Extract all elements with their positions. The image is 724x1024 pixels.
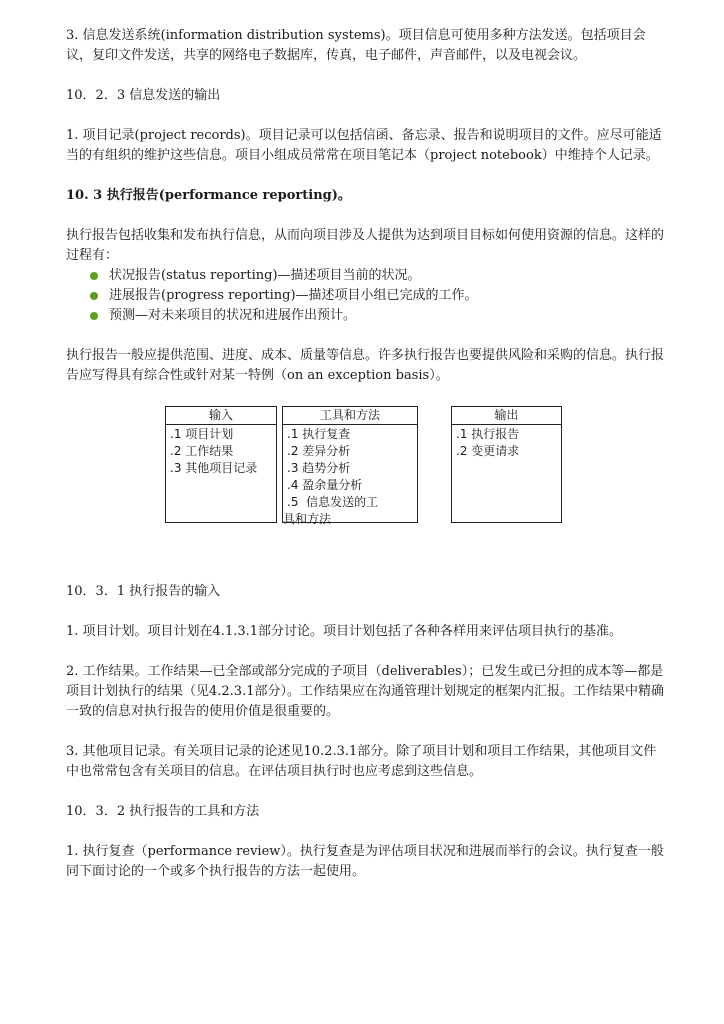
diagram-output-box bbox=[451, 406, 562, 523]
bullet-item-forecast: 预测—对未来项目的状况和进展作出预计。 bbox=[66, 306, 666, 326]
paragraph-other-records: 3. 其他项目记录。有关项目记录的论述见10.2.3.1部分。除了项目计划和项目工作结果，其他项目文件中也常常包含有关项目的信息。在评估项目执行时也应考虑到这些信息。 bbox=[66, 744, 657, 779]
paragraph-project-records: 1. 项目记录(project records)。项目记录可以包括信函、备忘录、报告和说明项目的文件。应尽可能适当的有组织的维护这些信息。项目小组成员常常在项目笔记本（project notebook）中维持个人记录。 bbox=[66, 128, 662, 163]
paragraph-project-plan: 1. 项目计划。项目计划在4.1.3.1部分讨论。项目计划包括了各种各样用来评估项目执行的基准。 bbox=[66, 624, 623, 639]
diagram-input-title: 输入 bbox=[166, 407, 276, 425]
diagram-tools-item: .4 盈余量分析 bbox=[287, 478, 363, 492]
diagram-output-title: 输出 bbox=[452, 407, 561, 425]
diagram-tools-item: .5 信息发送的工 bbox=[287, 495, 379, 509]
heading-10-3: 10. 3 执行报告(performance reporting)。 bbox=[66, 188, 351, 203]
diagram-output-item: .1 执行报告 bbox=[456, 427, 520, 441]
diagram-input-item: .3 其他项目记录 bbox=[170, 461, 258, 475]
diagram-tools-item: .1 执行复查 bbox=[287, 427, 351, 441]
diagram-output-item: .2 变更请求 bbox=[456, 444, 520, 458]
heading-10-3-1: 10．3．1 执行报告的输入 bbox=[66, 584, 221, 599]
diagram-tools-item: .2 差异分析 bbox=[287, 444, 351, 458]
paragraph-report-content: 执行报告一般应提供范围、进度、成本、质量等信息。许多执行报告也要提供风险和采购的信息。执行报告应写得具有综合性或针对某一特例（on an exception basis）。 bbox=[66, 348, 665, 383]
paragraph-performance-reporting-intro: 执行报告包括收集和发布执行信息，从而向项目涉及人提供为达到项目目标如何使用资源的信息。这样的过程有： bbox=[66, 228, 665, 263]
paragraph-work-results: 2. 工作结果。工作结果—已全部或部分完成的子项目（deliverables）；已发生或已分担的成本等—都是项目计划执行的结果（见4.2.3.1部分）。工作结果应在沟通管理计划规定的框架内汇报。工作结果中精确一致的信息对执行报告的使用价值是很重要的。 bbox=[66, 664, 664, 719]
heading-10-2-3: 10．2．3 信息发送的输出 bbox=[66, 88, 221, 103]
diagram-input-item: .1 项目计划 bbox=[170, 427, 234, 441]
diagram-tools-box bbox=[282, 406, 418, 526]
paragraph-performance-review: 1. 执行复查（performance review）。执行复查是为评估项目状况和进展而举行的会议。执行复查一般同下面讨论的一个或多个执行报告的方法一起使用。 bbox=[66, 844, 664, 879]
document-page bbox=[66, 26, 666, 902]
bullet-item-progress: 进展报告(progress reporting)—描述项目小组已完成的工作。 bbox=[66, 286, 666, 306]
diagram-tools-title: 工具和方法 bbox=[283, 407, 417, 425]
process-diagram bbox=[66, 406, 666, 556]
heading-10-3-2: 10．3．2 执行报告的工具和方法 bbox=[66, 804, 260, 819]
bullet-list bbox=[66, 266, 666, 326]
paragraph-info-distribution-systems: 3. 信息发送系统(information distribution systems)。项目信息可使用多种方法发送。包括项目会议，复印文件发送，共享的网络电子数据库，传真，电子邮件，声音邮件，以及电视会议。 bbox=[66, 28, 646, 63]
diagram-input-box bbox=[165, 406, 277, 523]
diagram-input-item: .2 工作结果 bbox=[170, 444, 234, 458]
diagram-tools-item: .3 趋势分析 bbox=[287, 461, 351, 475]
bullet-item-status: 状况报告(status reporting)—描述项目当前的状况。 bbox=[66, 266, 666, 286]
diagram-tools-item: 具和方法 bbox=[283, 512, 332, 526]
